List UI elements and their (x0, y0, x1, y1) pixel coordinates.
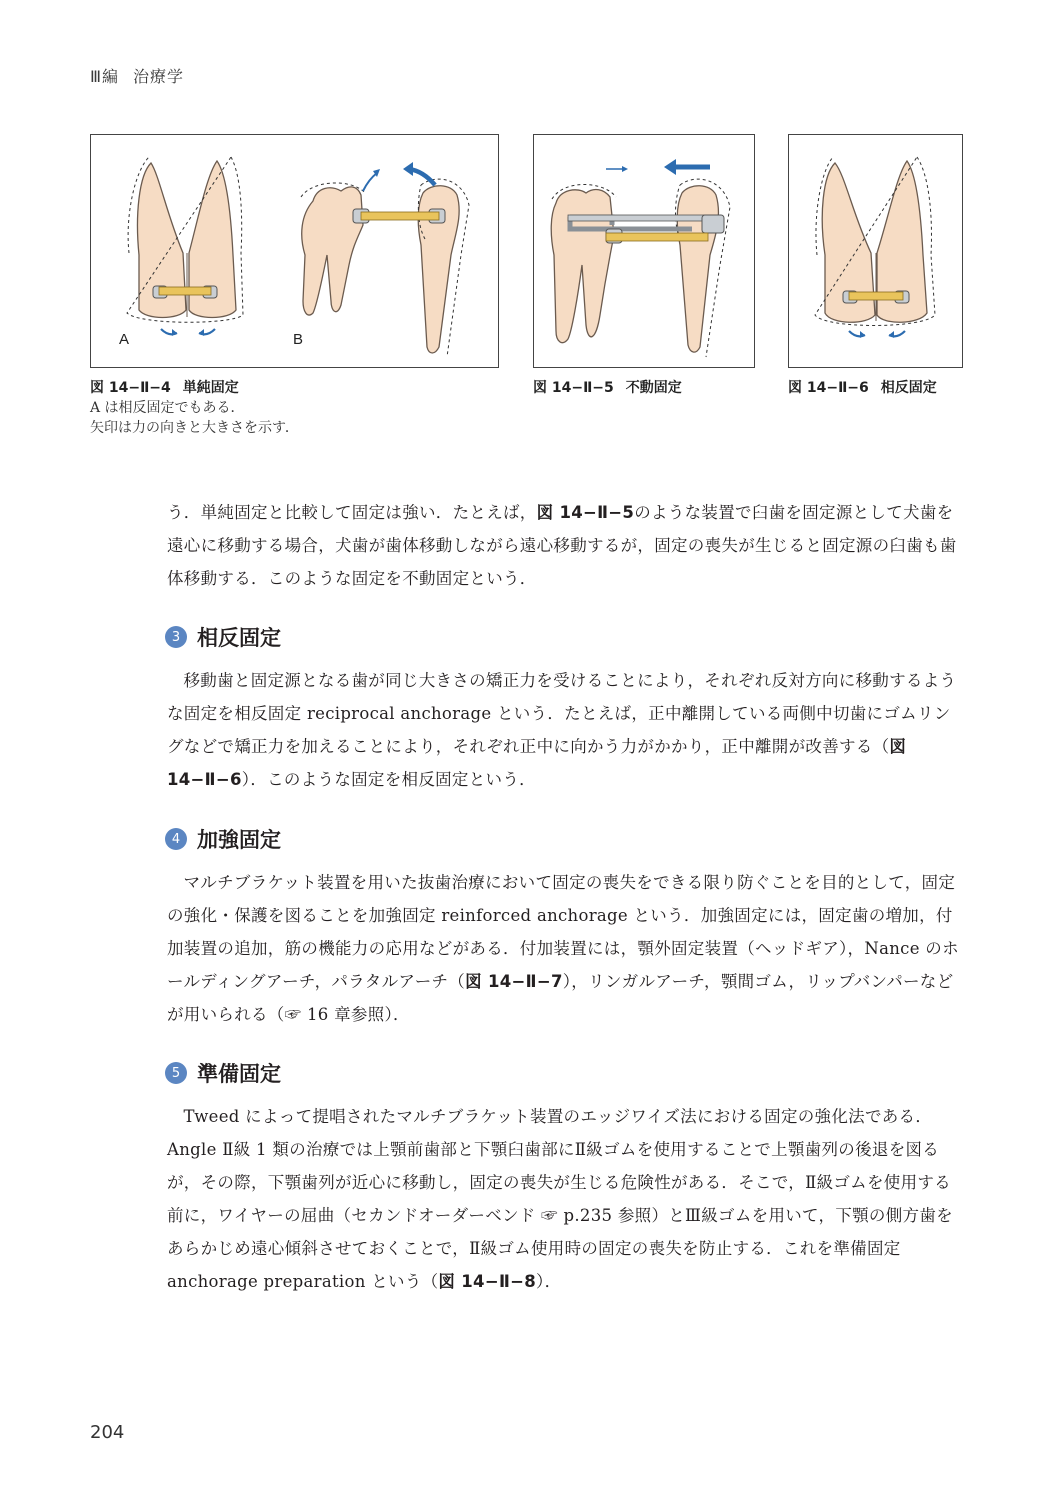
section-title: 準備固定 (197, 1062, 281, 1086)
figure-14-2-6-drawing (789, 135, 964, 369)
section-heading-5 (165, 1058, 281, 1088)
caption-title-6: 図 14−Ⅱ−6 相反固定 (788, 380, 937, 396)
section-heading-3 (165, 622, 281, 652)
elastic-band-a (159, 287, 211, 295)
section-number-badge: 3 (165, 626, 187, 648)
caption-figure-14-2-5 (533, 378, 682, 398)
figure-14-2-4 (90, 134, 499, 368)
elastic-band-6 (849, 292, 903, 300)
figure-ref-6[interactable]: 図 14−Ⅱ−6 (167, 737, 907, 789)
section-3-paragraph: 移動歯と固定源となる歯が同じ大きさの矯正力を受けることにより，それぞれ反対方向に移動するような固定を相反固定 reciprocal anchorage という．たとえば，正中離開している両側中切歯にゴムリングなどで矯正力を加えることにより，それぞれ正中に向かう力がかかり，正中離開が改善する（図 14−Ⅱ−6）．このような固定を相反固定という． (167, 671, 957, 789)
header-chapter: 治療学 (133, 67, 185, 86)
caption-title-5: 図 14−Ⅱ−5 不動固定 (533, 380, 682, 396)
section-title: 相反固定 (197, 626, 281, 650)
figure-ref-8[interactable]: 図 14−Ⅱ−8 (438, 1272, 537, 1291)
panel-label-a: A (119, 331, 130, 348)
caption-figure-14-2-4 (90, 378, 390, 438)
intro-paragraph: う．単純固定と比較して固定は強い．たとえば，図 14−Ⅱ−5のような装置で臼歯を固定源として犬歯を遠心に移動する場合，犬歯が歯体移動しながら遠心移動するが，固定の喪失が生じると固定源の臼歯も歯体移動する．このような固定を不動固定という． (167, 503, 957, 588)
section-number-badge: 5 (165, 1062, 187, 1084)
caption-figure-14-2-6 (788, 378, 937, 398)
figure-14-2-5 (533, 134, 755, 368)
bracket-canine-5 (702, 215, 724, 233)
section-title: 加強固定 (197, 828, 281, 852)
running-header (90, 64, 184, 87)
section-5-paragraph: Tweed によって提唱されたマルチブラケット装置のエッジワイズ法における固定の強化法である．Angle Ⅱ級 1 類の治療では上顎前歯部と下顎臼歯部にⅡ級ゴムを使用することで上顎歯列の後退を図るが，その際，下顎歯列が近心に移動し，固定の喪失が生じる危険性がある．そこで，Ⅱ級ゴムを使用する前に，ワイヤーの屈曲（セカンドオーダーベンド ☞ p.235 参照）とⅢ級ゴムを用いて，下顎の側方歯をあらかじめ遠心傾斜させておくことで，Ⅱ級ゴム使用時の固定の喪失を防止する．これを準備固定 anchorage preparation という（図 14−Ⅱ−8）． (167, 1107, 953, 1291)
transpalatal-wire (568, 215, 718, 221)
arrow-small-b (363, 173, 377, 191)
figure-14-2-6 (788, 134, 963, 368)
figure-ref-7[interactable]: 図 14−Ⅱ−7 (465, 972, 563, 991)
molar-tooth (302, 187, 363, 315)
figure-14-2-5-drawing (534, 135, 756, 369)
caption-note-1: A は相反固定でもある． (90, 400, 245, 416)
molar-tooth-5 (551, 190, 614, 343)
appliance-wire-b (361, 212, 439, 220)
header-part: Ⅲ編 (90, 67, 120, 86)
section-number-badge: 4 (165, 828, 187, 850)
panel-label-b: B (293, 331, 304, 348)
section-heading-4 (165, 824, 281, 854)
caption-title-4: 図 14−Ⅱ−4 単純固定 (90, 380, 239, 396)
caption-note-2: 矢印は力の向きと大きさを示す． (90, 420, 299, 436)
canine-tooth-5 (677, 186, 718, 352)
figure-ref-5[interactable]: 図 14−Ⅱ−5 (536, 503, 635, 522)
section-4-paragraph: マルチブラケット装置を用いた抜歯治療において固定の喪失をできる限り防ぐことを目的として，固定の強化・保護を図ることを加強固定 reinforced anchorage という．加強固定には，固定歯の増加，付加装置の追加，筋の機能力の応用などがある．付加装置には，顎外固定装置（ヘッドギア），Nance のホールディングアーチ，パラタルアーチ（図 14−Ⅱ−7），リンガルアーチ，顎間ゴム，リップバンパーなどが用いられる（☞ 16 章参照）． (167, 873, 959, 1024)
page-number: 204 (90, 1422, 125, 1443)
appliance-wire-5 (606, 233, 708, 241)
